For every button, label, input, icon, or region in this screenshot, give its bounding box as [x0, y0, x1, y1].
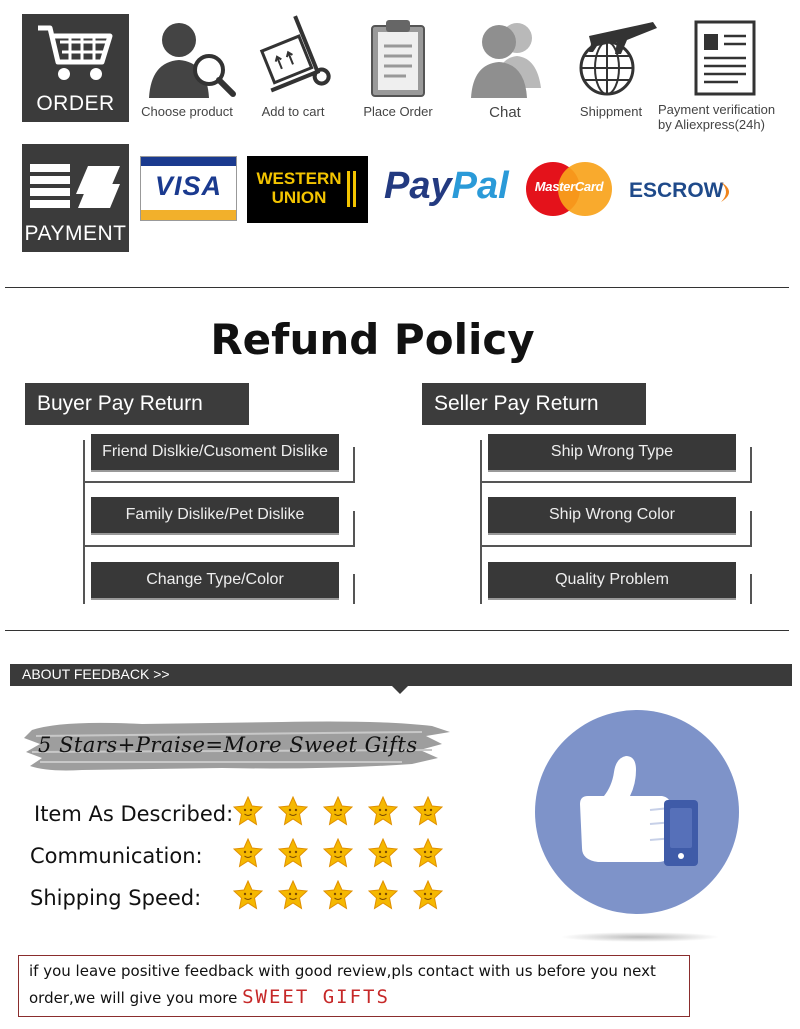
side-line [353, 574, 355, 604]
document-id-icon [668, 14, 768, 98]
buyer-side-line [83, 440, 85, 604]
shopping-cart-icon [36, 22, 116, 84]
step-label: Place Order [363, 104, 433, 119]
paypal-text-a: Pay [384, 165, 452, 207]
payment-section [22, 144, 129, 252]
globe-plane-icon [561, 14, 661, 100]
star-icon [278, 796, 308, 826]
side-line [353, 447, 355, 483]
star-icon [413, 838, 443, 868]
step-place-order [343, 14, 453, 119]
refund-title: Refund Policy [210, 315, 535, 364]
star-icon [323, 838, 353, 868]
feedback-bar-label: ABOUT FEEDBACK >> [22, 666, 170, 682]
star-icon [323, 880, 353, 910]
feedback-slogan: 5 Stars+Praise=More Sweet Gifts [38, 733, 418, 757]
thumbs-up-icon [570, 752, 710, 870]
paypal-logo [384, 165, 509, 208]
chat-people-icon [455, 14, 555, 100]
rating-label-communication: Communication: [30, 844, 203, 868]
hand-truck-icon [243, 14, 343, 100]
star-icon [233, 838, 263, 868]
star-icon [413, 796, 443, 826]
star-icon [278, 880, 308, 910]
star-icon [278, 838, 308, 868]
sweet-gifts-highlight: SWEET GIFTS [242, 986, 390, 1008]
badge-shadow [560, 932, 720, 942]
note-line1: if you leave positive feedback with good review,pls contact with us before you next [29, 962, 656, 980]
feedback-bar [10, 664, 792, 686]
feedback-note [18, 955, 690, 1017]
note-line2 [29, 984, 679, 1011]
person-magnifier-icon [137, 14, 237, 100]
star-icon [368, 880, 398, 910]
step-label: Shippment [579, 104, 643, 119]
note-line2-text: order,we will give you more [29, 989, 238, 1007]
seller-heading: Seller Pay Return Cost [422, 383, 646, 425]
step-label: Add to cart [261, 104, 325, 119]
visa-logo [140, 156, 237, 221]
star-icon [368, 796, 398, 826]
side-line [750, 447, 752, 483]
escrow-logo [629, 179, 724, 203]
star-icon [368, 838, 398, 868]
step-label-line1: Payment verification [658, 102, 776, 117]
seller-item: Ship Wrong Color [488, 497, 736, 533]
step-chat [450, 14, 560, 121]
star-icon [413, 880, 443, 910]
side-line [353, 511, 355, 547]
step-label: Chat [489, 104, 521, 121]
step-label: Choose product [141, 104, 233, 119]
seller-item: Ship Wrong Type [488, 434, 736, 470]
star-icon [323, 796, 353, 826]
bracket [83, 531, 355, 547]
bracket [480, 531, 752, 547]
step-choose-product [132, 14, 242, 119]
clipboard-icon [348, 14, 448, 100]
buyer-item: Change Type/Color [91, 562, 339, 598]
paypal-text-b: Pal [451, 165, 509, 207]
middle-divider [5, 630, 789, 631]
rating-label-shipping: Shipping Speed: [30, 886, 202, 910]
buyer-heading: Buyer Pay Return Cost [25, 383, 249, 425]
order-step [22, 14, 129, 122]
star-icon [233, 796, 263, 826]
mastercard-text: MasterCard [534, 179, 604, 194]
escrow-text: ESCROW [629, 179, 724, 202]
rating-label-item: Item As Described: [34, 802, 234, 826]
mastercard-logo [526, 162, 612, 216]
side-line [750, 574, 752, 604]
payment-label: PAYMENT [24, 222, 127, 245]
visa-text: VISA [154, 171, 223, 201]
feedback-bar-pointer [392, 686, 408, 694]
buyer-item: Family Dislike/Pet Dislike [91, 497, 339, 533]
star-icon [233, 880, 263, 910]
step-payment-verification [658, 14, 782, 132]
money-stack-icon [28, 154, 124, 214]
top-divider [5, 287, 789, 288]
seller-item: Quality Problem [488, 562, 736, 598]
step-add-to-cart [238, 14, 348, 119]
seller-side-line [480, 440, 482, 604]
step-label-line2: by Aliexpress(24h) [658, 117, 765, 132]
wu-line1: WESTERN [256, 169, 342, 188]
side-line [750, 511, 752, 547]
step-shipment [556, 14, 666, 119]
escrow-arrow-icon [717, 180, 739, 204]
wu-line2: UNION [271, 188, 327, 207]
western-union-logo [247, 156, 368, 223]
buyer-item: Friend Dislkie/Cusoment Dislike [91, 434, 339, 470]
order-label: ORDER [36, 92, 115, 115]
